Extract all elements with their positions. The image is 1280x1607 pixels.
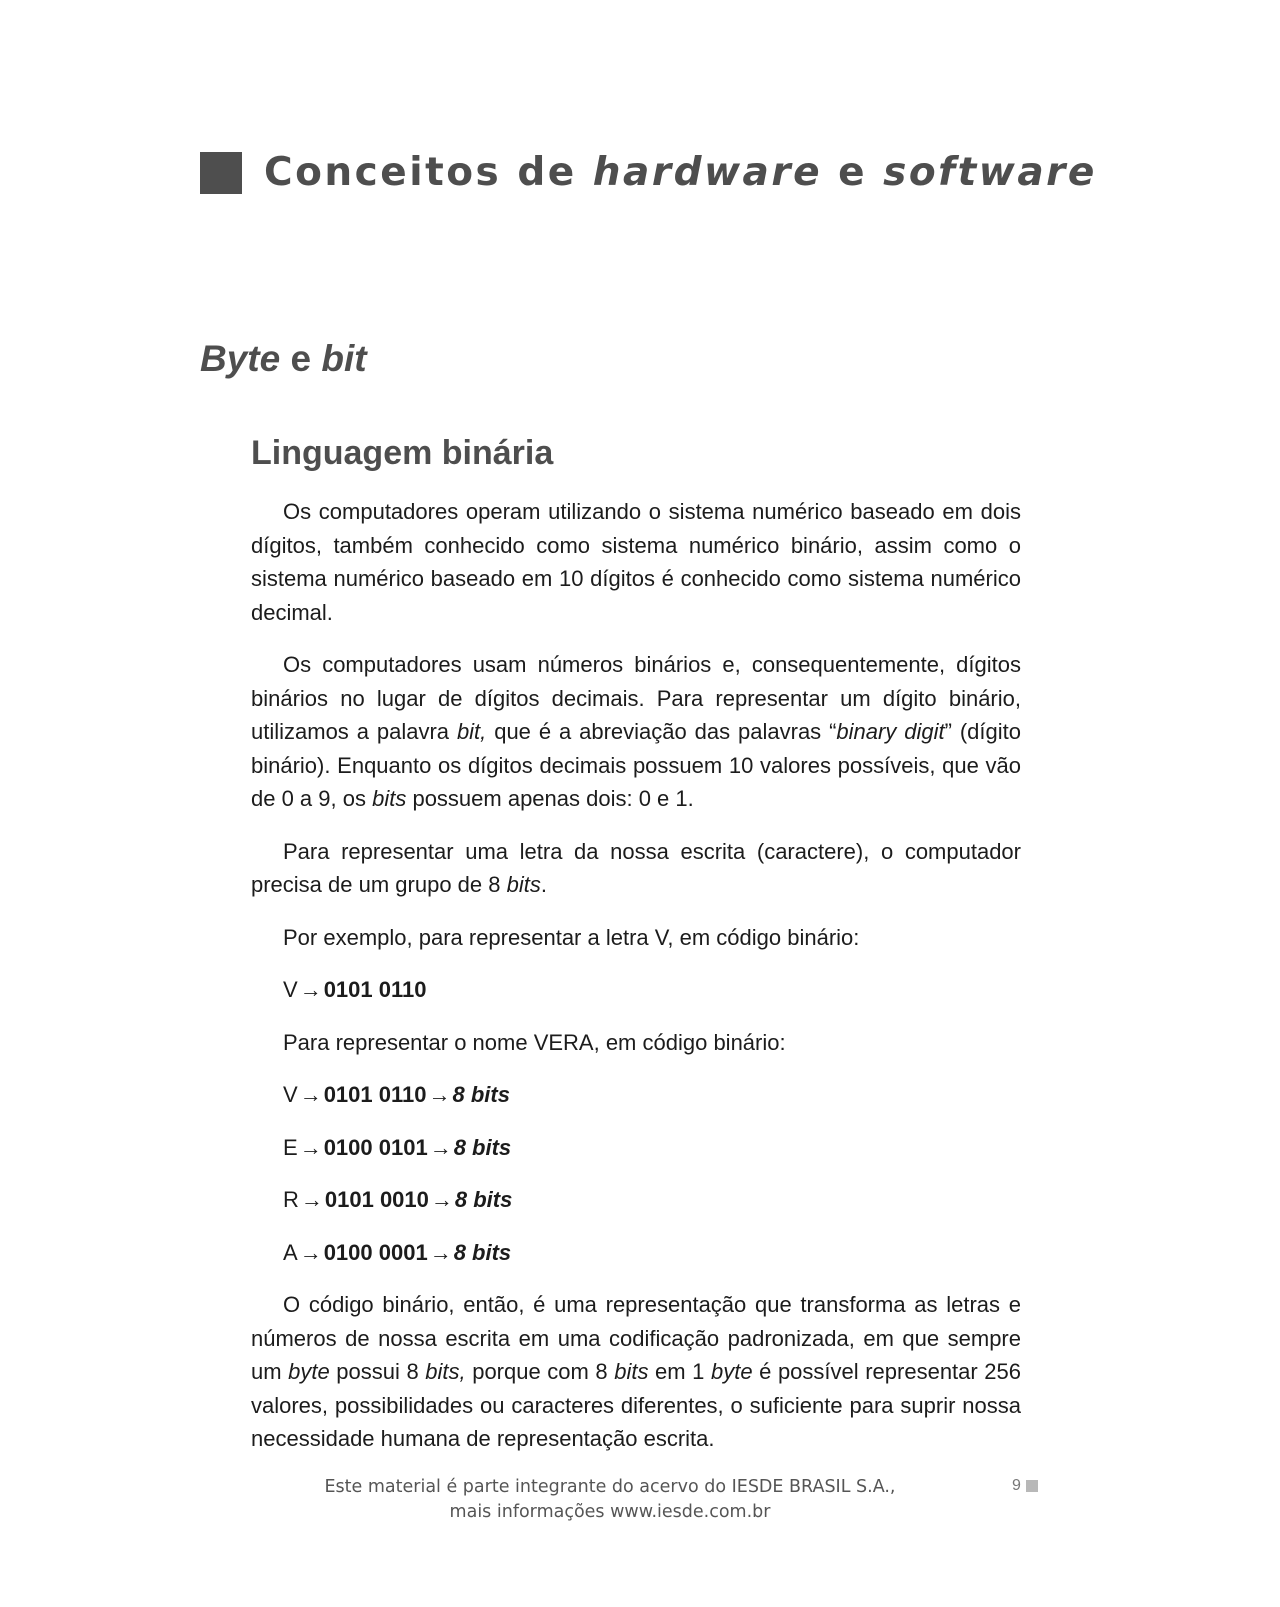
chapter-header [200,150,1097,195]
subsection-title: Linguagem binária [251,434,554,472]
vera-row-letter: A [283,1239,298,1265]
paragraph-2-em-bits: bits [372,786,407,811]
paragraph-2-em-binary-digit: binary digit [836,719,945,744]
vera-row-bits: 8 bits [453,1134,512,1160]
arrow-icon: → [428,1082,451,1107]
chapter-title-prefix: Conceitos de [264,150,593,195]
vera-row-letter: V [283,1082,298,1107]
page-number-text: 9 [1012,1477,1021,1494]
footer-line-1: Este material é parte integrante do acervo do IESDE BRASIL S.A., [324,1477,896,1497]
paragraph-6-em-bits: bits [614,1359,649,1384]
paragraph-2-text-b: que é a abreviação das palavras “ [486,719,837,744]
paragraph-3 [251,835,1021,902]
paragraph-6-text-d: em 1 [648,1359,711,1384]
paragraph-5: Para representar o nome VERA, em código binário: [283,1029,786,1055]
vera-row-letter: R [283,1187,299,1212]
chapter-title [264,150,1097,195]
paragraph-3-em-bits: bits [506,872,541,897]
example-v-letter: V [283,977,298,1002]
page-number [1012,1477,1038,1495]
vera-row [283,1183,1021,1217]
vera-row-bits: 8 bits [452,1082,510,1107]
arrow-icon: → [430,1187,453,1212]
arrow-icon: → [300,1187,323,1212]
paragraph-3-text-a: Para representar uma letra da nossa escrita (caractere), o computador precisa de um grupo de 8 [251,838,1021,897]
page-marker-square [1026,1480,1038,1492]
section-title-bit: bit [321,338,367,379]
paragraph-2 [251,648,1021,816]
paragraph-4: Por exemplo, para representar a letra V, em código binário: [283,924,860,950]
arrow-icon: → [299,1082,322,1107]
paragraph-1: Os computadores operam utilizando o sistema numérico baseado em dois dígitos, também conhecido como sistema numérico binário, assim como o sistema numérico baseado em 10 dígitos é conhecido como sistema numérico decimal. [251,499,1021,625]
paragraph-6-em-bits: bits, [425,1359,466,1384]
paragraph-6-em-byte: byte [710,1359,753,1384]
vera-row-letter: E [283,1134,298,1160]
chapter-marker-square [200,152,242,194]
paragraph-6-text-a: O código binário, então, é uma representação que transforma as letras e números de nossa escrita em uma codificação padronizada, em que sempre um [251,1292,1021,1384]
paragraph-2-text-d: possuem apenas dois: 0 e 1. [406,786,694,811]
example-v-code: 0101 0110 [323,977,427,1002]
footer-line-2: mais informações www.iesde.com.br [449,1502,771,1522]
vera-row-code: 0101 0110 [323,1082,427,1107]
arrow-icon: → [429,1134,452,1160]
chapter-title-software: software [883,150,1097,195]
paragraph-6-text-e: é possível representar 256 valores, possibilidades ou caracteres diferentes, o suficiente para suprir nossa necessidade humana de representação escrita. [251,1359,1022,1451]
arrow-icon: → [299,1134,322,1160]
section-title-byte: Byte [200,338,281,379]
chapter-title-hardware: hardware [592,150,823,195]
vera-row-bits: 8 bits [454,1187,513,1212]
paragraph-6-em-byte: byte [288,1359,330,1384]
paragraph-2-text-c: ” (dígito binário). Enquanto os dígitos decimais possuem 10 valores possíveis, que vão de 0 a 9, os [251,719,1021,811]
chapter-title-mid: e [822,150,884,195]
paragraph-2-text-a: Os computadores usam números binários e, consequentemente, dígitos binários no lugar de dígitos decimais. Para representar um dígito binário, utilizamos a palavra [251,652,1021,744]
paragraph-3-text-b: . [540,872,547,897]
vera-row-code: 0100 0101 [323,1134,428,1160]
vera-row [283,1131,1021,1165]
arrow-icon: → [299,977,322,1002]
section-title [200,338,367,380]
example-v-line [283,973,1021,1007]
body-text [251,495,1021,1475]
section-title-conj: e [280,338,322,379]
paragraph-2-em-bit: bit, [456,719,487,744]
vera-row-bits: 8 bits [453,1239,512,1265]
vera-row-code: 0100 0001 [323,1239,428,1265]
vera-row-code: 0101 0010 [324,1187,429,1212]
paragraph-6-text-c: porque com 8 [465,1359,615,1384]
paragraph-6 [251,1288,1021,1456]
arrow-icon: → [429,1239,452,1265]
paragraph-6-text-b: possui 8 [329,1359,426,1384]
arrow-icon: → [299,1239,322,1265]
footer-notice [300,1475,920,1525]
vera-row [283,1236,1021,1270]
vera-row [283,1078,1021,1112]
